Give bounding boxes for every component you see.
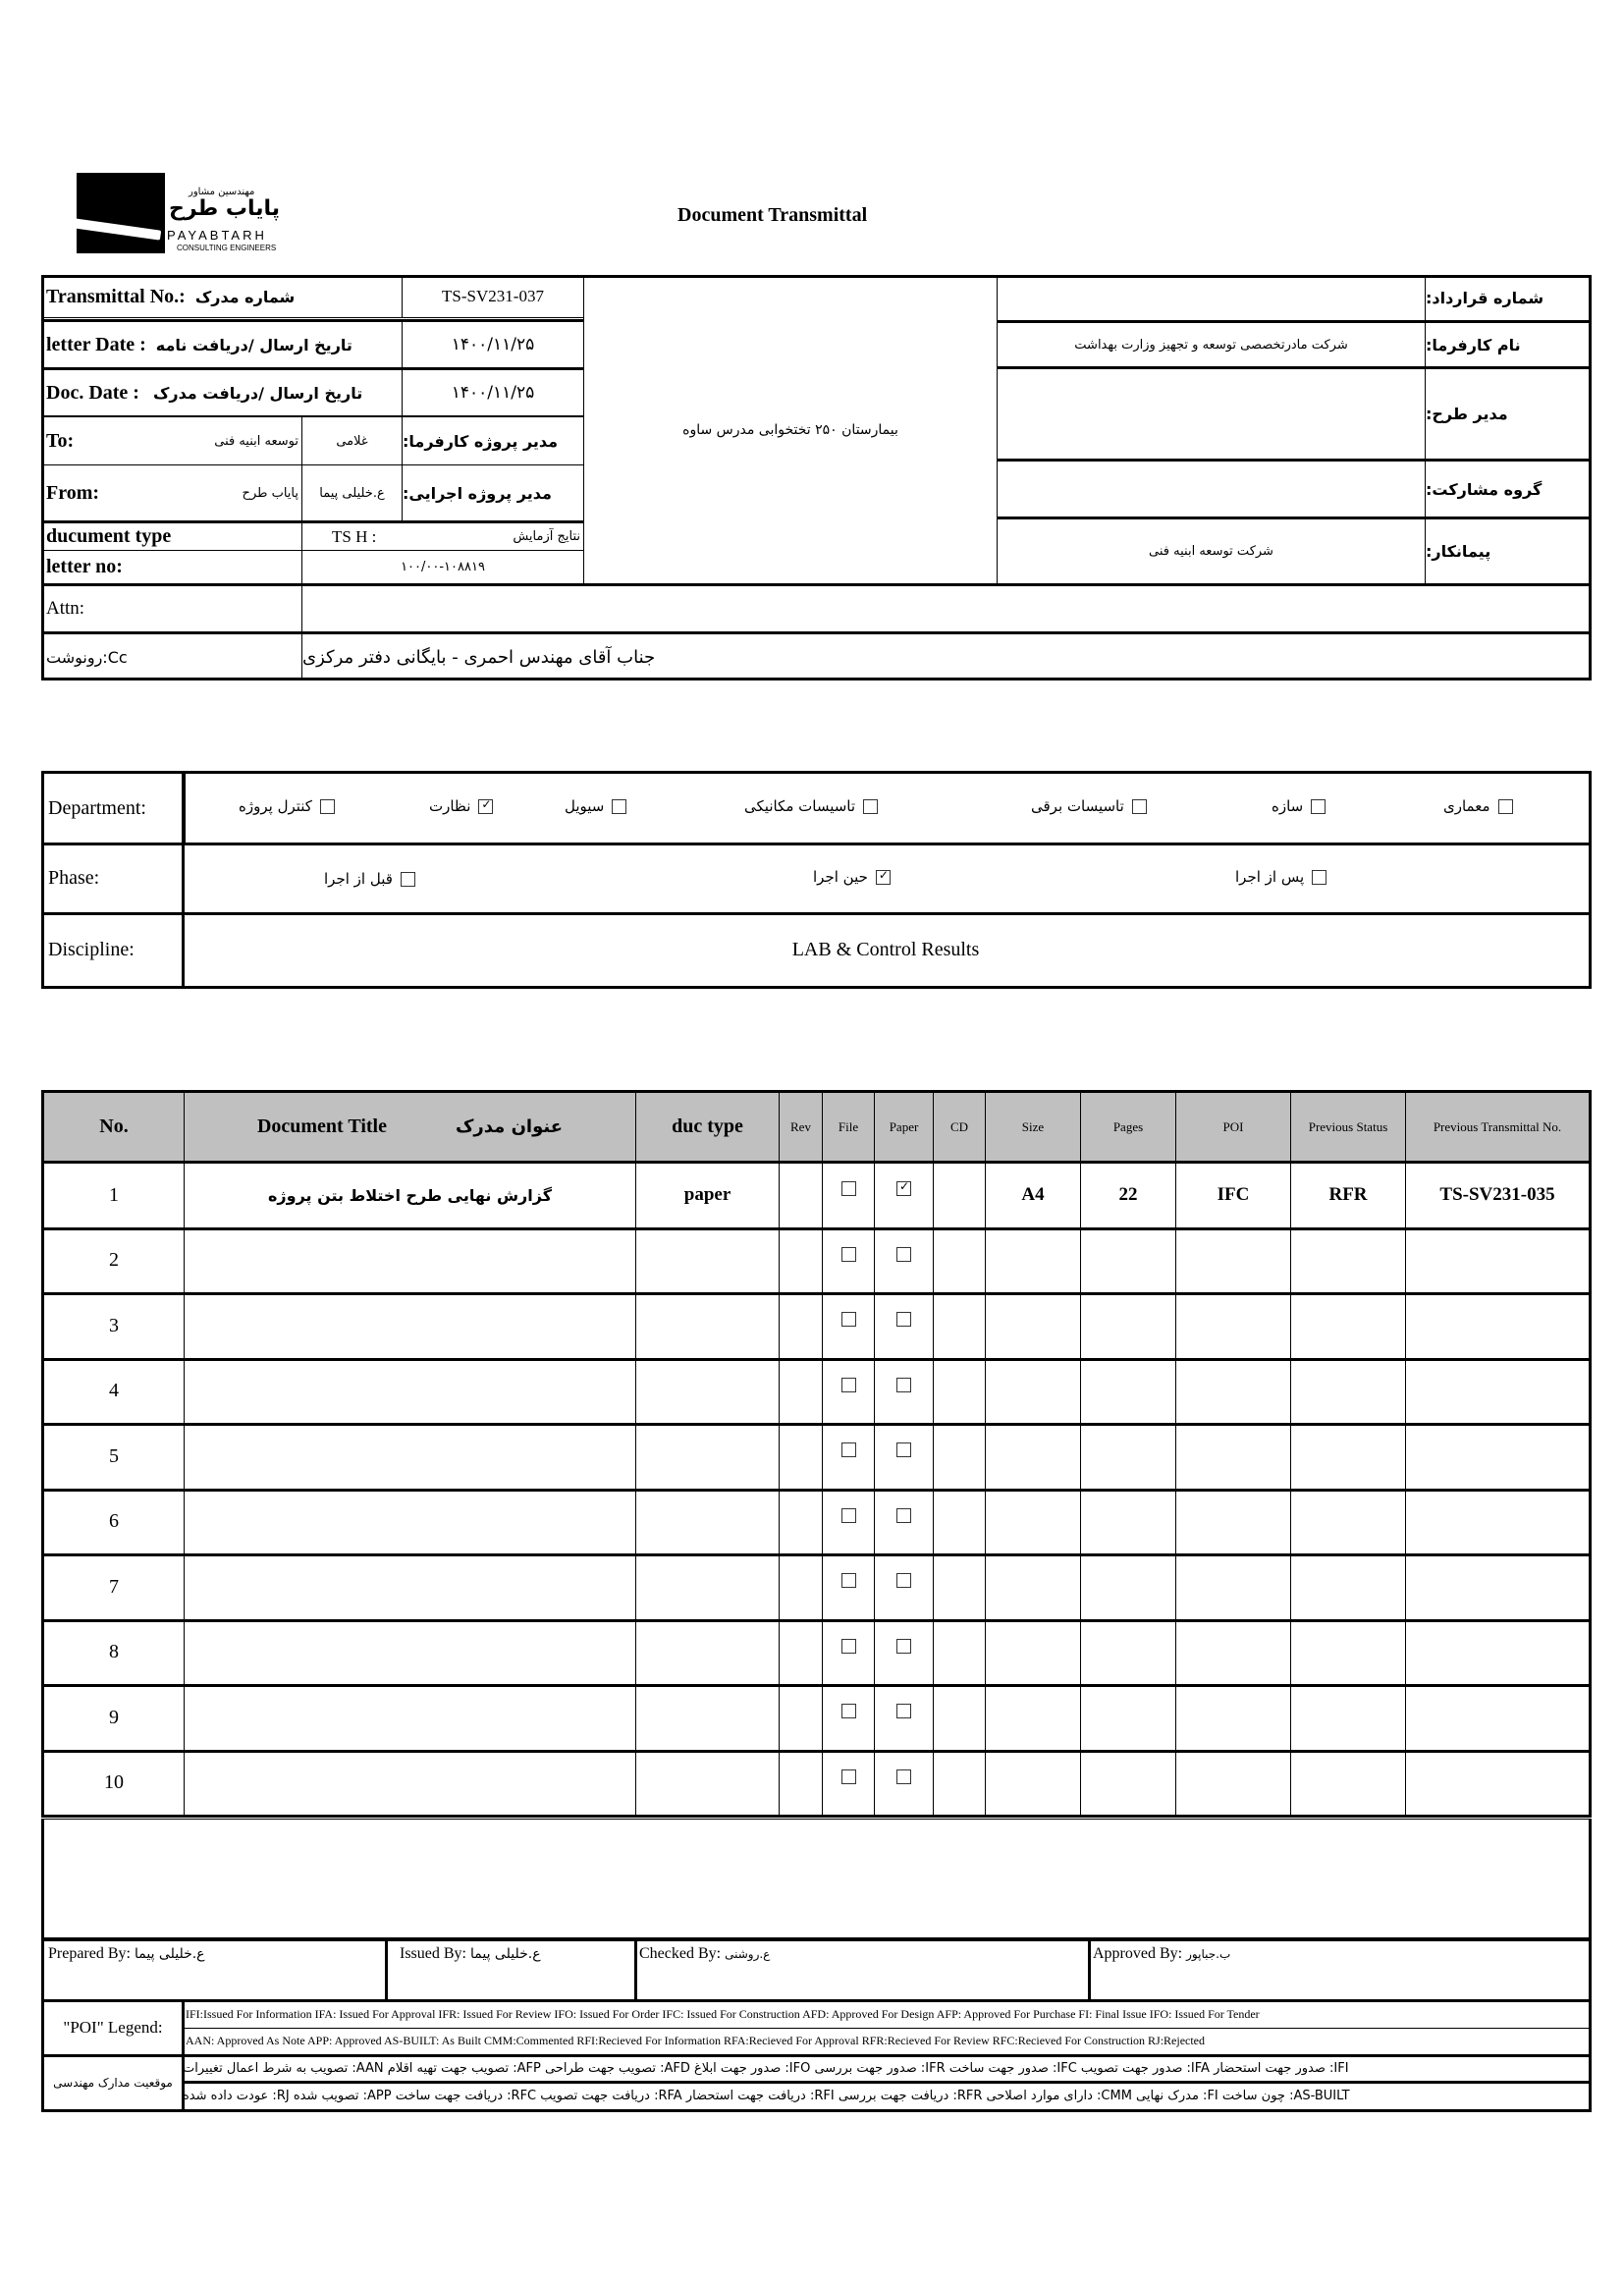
poi-legend-line-1: IFI:Issued For Information IFA: Issued For Approval IFR: Issued For Review IFO: Issued For Order IFC: Issued For Construction AFD: Approved For Design AFP: Approved For Purchase FI: Final Issue IFO: Issued For Tender <box>183 2000 1592 2029</box>
checkbox[interactable] <box>841 1181 856 1196</box>
cell-paper <box>874 1229 934 1296</box>
project-name: بیمارستان ۲۵۰ تختخوابی مدرس ساوه <box>583 275 998 584</box>
from-field: From: پایاب طرح <box>41 464 302 521</box>
cell-pages <box>1080 1425 1176 1492</box>
checkbox[interactable] <box>896 1378 911 1392</box>
cell-prev-status <box>1290 1425 1406 1492</box>
table-row <box>41 1294 1592 1360</box>
logo-name-en: PAYABTARH <box>167 228 267 243</box>
plan-manager-value <box>997 366 1426 460</box>
checkbox[interactable] <box>401 872 415 887</box>
cell-cd <box>933 1425 986 1492</box>
table-row <box>41 1360 1592 1426</box>
cell-size <box>985 1491 1081 1557</box>
cell-prev-transmittal <box>1405 1555 1592 1622</box>
notes-area <box>41 1819 1592 1940</box>
cell-size <box>985 1752 1081 1819</box>
cell-prev-transmittal <box>1405 1621 1592 1688</box>
cell-title <box>184 1425 636 1492</box>
cell-prev-status <box>1290 1294 1406 1361</box>
approved-by: Approved By: ب.جباپور <box>1089 1938 1592 2002</box>
checkbox[interactable] <box>896 1442 911 1457</box>
letter-no-label: letter no: <box>41 550 302 584</box>
phase-option-during[interactable]: ✓ حین اجرا <box>813 868 891 886</box>
cell-prev-status <box>1290 1491 1406 1557</box>
cell-duc-type <box>635 1229 780 1296</box>
checkbox[interactable] <box>896 1312 911 1327</box>
letter-date-value: ۱۴۰۰/۱۱/۲۵ <box>402 319 584 368</box>
cell-title <box>184 1360 636 1427</box>
cell-rev <box>779 1555 823 1622</box>
cell-poi <box>1175 1555 1291 1622</box>
cell-rev <box>779 1491 823 1557</box>
department-option-architecture[interactable]: معماری <box>1443 797 1513 815</box>
cell-no: 1 <box>41 1164 185 1230</box>
cell-pages <box>1080 1752 1176 1819</box>
cell-rev <box>779 1621 823 1688</box>
col-previous-status: Previous Status <box>1290 1090 1406 1164</box>
cell-title <box>184 1491 636 1557</box>
cell-file <box>822 1686 875 1753</box>
cell-title <box>184 1555 636 1622</box>
cell-no: 3 <box>41 1294 185 1361</box>
cell-rev <box>779 1164 823 1230</box>
department-option-supervision[interactable]: ✓ نظارت <box>429 797 493 815</box>
checkbox[interactable] <box>896 1508 911 1523</box>
checkbox[interactable] <box>841 1769 856 1784</box>
cell-paper <box>874 1555 934 1622</box>
poi-legend-line-2: AAN: Approved As Note APP: Approved AS-BUILT: As Built CMM:Commented RFI:Recieved For Information RFA:Recieved For Approval RFR:Recieved For Review RFC:Recieved For Construction RJ:Rejected <box>183 2028 1592 2057</box>
cell-prev-status <box>1290 1360 1406 1427</box>
table-row <box>41 1621 1592 1687</box>
table-row <box>41 1555 1592 1621</box>
logo-subtitle-fa: مهندسین مشاور <box>189 187 255 197</box>
table-row <box>41 1229 1592 1295</box>
cell-cd <box>933 1686 986 1753</box>
cell-prev-status <box>1290 1229 1406 1296</box>
cell-pages <box>1080 1621 1176 1688</box>
cell-size <box>985 1360 1081 1427</box>
cell-rev <box>779 1229 823 1296</box>
logo-name-fa: پایاب طرح <box>169 196 281 221</box>
cell-cd <box>933 1621 986 1688</box>
payabtarh-logo-icon <box>77 173 165 253</box>
cell-pages <box>1080 1555 1176 1622</box>
cell-paper <box>874 1752 934 1819</box>
checkbox[interactable] <box>841 1247 856 1262</box>
col-cd: CD <box>933 1090 986 1164</box>
checkbox[interactable] <box>863 799 878 814</box>
cell-rev <box>779 1425 823 1492</box>
partnership-group-value <box>997 459 1426 517</box>
cell-file <box>822 1491 875 1557</box>
cell-prev-status <box>1290 1555 1406 1622</box>
cell-no: 9 <box>41 1686 185 1753</box>
cell-prev-status <box>1290 1621 1406 1688</box>
department-option-electrical[interactable]: تاسیسات برقی <box>1031 797 1147 815</box>
plan-manager-label: مدیر طرح: <box>1425 366 1592 460</box>
letter-no-value: ۱۰۰/۰۰-۱۰۸۸۱۹ <box>301 550 584 584</box>
checkbox[interactable] <box>841 1639 856 1654</box>
partnership-group-label: گروه مشارکت: <box>1425 459 1592 517</box>
cell-size <box>985 1686 1081 1753</box>
cell-poi <box>1175 1294 1291 1361</box>
cell-pages <box>1080 1294 1176 1361</box>
contract-no-value <box>997 275 1426 321</box>
col-pages: Pages <box>1080 1090 1176 1164</box>
cell-poi: IFC <box>1175 1164 1291 1230</box>
checkbox[interactable] <box>841 1508 856 1523</box>
cell-prev-transmittal <box>1405 1360 1592 1427</box>
checkbox[interactable] <box>896 1573 911 1588</box>
cell-duc-type <box>635 1491 780 1557</box>
document-type-label: ducument type <box>41 520 302 551</box>
checkbox-checked[interactable] <box>876 870 891 885</box>
letter-date-label: letter Date : تاریخ ارسال /دریافت نامه <box>41 319 403 368</box>
checkbox[interactable] <box>320 799 335 814</box>
col-poi: POI <box>1175 1090 1291 1164</box>
cell-duc-type <box>635 1294 780 1361</box>
checkbox[interactable] <box>896 1247 911 1262</box>
cell-rev <box>779 1360 823 1427</box>
transmittal-no-label: Transmittal No.: شماره مدرک <box>41 275 403 318</box>
table-row <box>41 1491 1592 1556</box>
issued-by: Issued By: ع.خلیلی پیما <box>386 1938 637 2002</box>
checkbox[interactable] <box>1132 799 1147 814</box>
cell-rev <box>779 1294 823 1361</box>
checkbox[interactable] <box>841 1704 856 1718</box>
checkbox[interactable] <box>896 1704 911 1718</box>
attn-label: Attn: <box>41 583 302 632</box>
table-row <box>41 1425 1592 1491</box>
cell-poi <box>1175 1752 1291 1819</box>
cell-file <box>822 1752 875 1819</box>
checkbox-checked[interactable] <box>478 799 493 814</box>
cell-title <box>184 1686 636 1753</box>
cell-size: A4 <box>985 1164 1081 1230</box>
cell-prev-status <box>1290 1752 1406 1819</box>
doc-date-value: ۱۴۰۰/۱۱/۲۵ <box>402 367 584 416</box>
cell-pages <box>1080 1491 1176 1557</box>
cell-cd <box>933 1229 986 1296</box>
cell-title: گزارش نهایی طرح اختلاط بتن پروژه <box>184 1164 636 1230</box>
col-document-title: Document Title عنوان مدرک <box>184 1090 636 1164</box>
cell-paper <box>874 1294 934 1361</box>
checkbox[interactable] <box>896 1769 911 1784</box>
cell-poi <box>1175 1491 1291 1557</box>
table-row <box>41 1686 1592 1752</box>
cell-paper <box>874 1491 934 1557</box>
fa-legend-line-1: IFI: صدور جهت استحضار IFA: صدور جهت تصویب IFC: صدور جهت ساخت IFR: صدور جهت بررسی IFO: صدور جهت ابلاغ AFD: تصویب جهت طراحی AFP: تصویب جهت تهیه اقلام AAN: تصویب به شرط اعمال تغییرات <box>183 2055 1592 2084</box>
to-person: غلامی <box>301 416 403 465</box>
discipline-label: Discipline: <box>41 913 185 989</box>
cell-pages <box>1080 1360 1176 1427</box>
cell-poi <box>1175 1229 1291 1296</box>
checkbox[interactable] <box>1311 799 1326 814</box>
department-options <box>183 771 1592 845</box>
cell-size <box>985 1555 1081 1622</box>
cc-label: رونوشت:Cc <box>41 631 302 680</box>
poi-legend-label: "POI" Legend: <box>41 2000 185 2057</box>
table-row <box>41 1752 1592 1818</box>
cell-prev-status <box>1290 1686 1406 1753</box>
cell-cd <box>933 1752 986 1819</box>
cell-duc-type <box>635 1360 780 1427</box>
cell-prev-transmittal <box>1405 1491 1592 1557</box>
cell-file <box>822 1294 875 1361</box>
employer-pm-label: مدیر پروژه کارفرما: <box>402 416 584 465</box>
cell-prev-status: RFR <box>1290 1164 1406 1230</box>
col-size: Size <box>985 1090 1081 1164</box>
cell-cd <box>933 1164 986 1230</box>
cell-title <box>184 1229 636 1296</box>
employer-label: نام کارفرما: <box>1425 320 1592 367</box>
engineering-docs-status-label: موقعیت مدارک مهندسی <box>41 2055 185 2112</box>
contractor-value: شرکت توسعه ابنیه فنی <box>997 517 1426 584</box>
cell-no: 10 <box>41 1752 185 1819</box>
cell-poi <box>1175 1621 1291 1688</box>
cell-file <box>822 1555 875 1622</box>
cell-prev-transmittal: TS-SV231-035 <box>1405 1164 1592 1230</box>
doc-date-label: Doc. Date : تاریخ ارسال /دریافت مدرک <box>41 367 403 416</box>
cell-poi <box>1175 1686 1291 1753</box>
discipline-value: LAB & Control Results <box>183 913 1592 989</box>
department-label: Department: <box>41 771 185 845</box>
from-org: پایاب طرح <box>242 485 298 501</box>
department-option-structure[interactable]: سازه <box>1272 797 1326 815</box>
cell-size <box>985 1425 1081 1492</box>
cell-size <box>985 1294 1081 1361</box>
cell-duc-type <box>635 1555 780 1622</box>
col-paper: Paper <box>874 1090 934 1164</box>
cell-no: 4 <box>41 1360 185 1427</box>
cell-file <box>822 1425 875 1492</box>
cell-prev-transmittal <box>1405 1686 1592 1753</box>
cell-paper <box>874 1621 934 1688</box>
page-title: Document Transmittal <box>677 204 868 226</box>
department-option-mechanical[interactable]: تاسیسات مکانیکی <box>744 797 878 815</box>
checkbox[interactable] <box>841 1378 856 1392</box>
document-type-value: TS H : نتایج آزمایش <box>301 520 584 551</box>
cell-prev-transmittal <box>1405 1229 1592 1296</box>
cell-duc-type <box>635 1686 780 1753</box>
checked-by: Checked By: ع.روشنی <box>635 1938 1091 2002</box>
from-person: ع.خلیلی پیما <box>301 464 403 521</box>
executive-pm-label: مدیر پروژه اجرایی: <box>402 464 584 521</box>
employer-value: شرکت مادرتخصصی توسعه و تجهیز وزارت بهداشت <box>997 320 1426 367</box>
phase-label: Phase: <box>41 843 185 915</box>
checkbox[interactable] <box>841 1573 856 1588</box>
cell-no: 6 <box>41 1491 185 1557</box>
cell-duc-type <box>635 1621 780 1688</box>
cell-file <box>822 1229 875 1296</box>
col-file: File <box>822 1090 875 1164</box>
cell-no: 8 <box>41 1621 185 1688</box>
department-option-civil[interactable]: سیویل <box>565 797 626 815</box>
table-row <box>41 1164 1592 1229</box>
cell-no: 7 <box>41 1555 185 1622</box>
to-org: توسعه ابنیه فنی <box>214 433 298 449</box>
checkbox[interactable] <box>1498 799 1513 814</box>
cell-prev-transmittal <box>1405 1752 1592 1819</box>
cell-size <box>985 1621 1081 1688</box>
cell-cd <box>933 1555 986 1622</box>
checkbox[interactable] <box>841 1442 856 1457</box>
cell-cd <box>933 1360 986 1427</box>
col-previous-transmittal: Previous Transmittal No. <box>1405 1090 1592 1164</box>
cell-paper <box>874 1360 934 1427</box>
cell-prev-transmittal <box>1405 1294 1592 1361</box>
cell-poi <box>1175 1425 1291 1492</box>
cell-title <box>184 1294 636 1361</box>
cell-prev-transmittal <box>1405 1425 1592 1492</box>
cc-value: جناب آقای مهندس احمری - بایگانی دفتر مرکزی <box>301 631 1592 680</box>
cell-rev <box>779 1686 823 1753</box>
cell-poi <box>1175 1360 1291 1427</box>
table-header-row <box>41 1090 1592 1164</box>
checkbox[interactable] <box>896 1639 911 1654</box>
cell-size <box>985 1229 1081 1296</box>
cell-pages <box>1080 1229 1176 1296</box>
cell-file <box>822 1621 875 1688</box>
checkbox[interactable] <box>612 799 626 814</box>
cell-paper <box>874 1425 934 1492</box>
col-no: No. <box>41 1090 185 1164</box>
cell-cd <box>933 1294 986 1361</box>
cell-pages: 22 <box>1080 1164 1176 1230</box>
cell-cd <box>933 1491 986 1557</box>
cell-title <box>184 1752 636 1819</box>
transmittal-no-value: TS-SV231-037 <box>402 275 584 318</box>
checkbox-checked[interactable] <box>896 1181 911 1196</box>
attn-value <box>301 583 1592 632</box>
cell-duc-type <box>635 1425 780 1492</box>
cell-no: 5 <box>41 1425 185 1492</box>
cell-file <box>822 1360 875 1427</box>
phase-option-after[interactable]: پس از اجرا <box>1235 868 1326 886</box>
cell-paper <box>874 1164 934 1230</box>
cell-pages <box>1080 1686 1176 1753</box>
fa-legend-line-2: AS-BUILT: چون ساخت FI: مدرک نهایی CMM: دارای موارد اصلاحی RFR: دریافت جهت بررسی RFI: دریافت جهت استحضار RFA: دریافت جهت تصویب RFC: دریافت جهت ساخت APP: تصویب شده RJ: عودت داده شده <box>183 2083 1592 2112</box>
cell-title <box>184 1621 636 1688</box>
col-rev: Rev <box>779 1090 823 1164</box>
cell-rev <box>779 1752 823 1819</box>
contract-no-label: شماره قرارداد: <box>1425 275 1592 321</box>
logo-subtitle-en: CONSULTING ENGINEERS <box>177 244 277 252</box>
cell-file <box>822 1164 875 1230</box>
department-option-project-control[interactable]: کنترل پروژه <box>239 797 335 815</box>
cell-paper <box>874 1686 934 1753</box>
contractor-label: پیمانکار: <box>1425 517 1592 584</box>
checkbox[interactable] <box>841 1312 856 1327</box>
col-duc-type: duc type <box>635 1090 780 1164</box>
cell-no: 2 <box>41 1229 185 1296</box>
prepared-by: Prepared By: ع.خلیلی پیما <box>41 1938 388 2002</box>
cell-duc-type: paper <box>635 1164 780 1230</box>
phase-option-before[interactable]: قبل از اجرا <box>324 870 415 888</box>
checkbox[interactable] <box>1312 870 1326 885</box>
to-field: To: توسعه ابنیه فنی <box>41 416 302 465</box>
cell-duc-type <box>635 1752 780 1819</box>
